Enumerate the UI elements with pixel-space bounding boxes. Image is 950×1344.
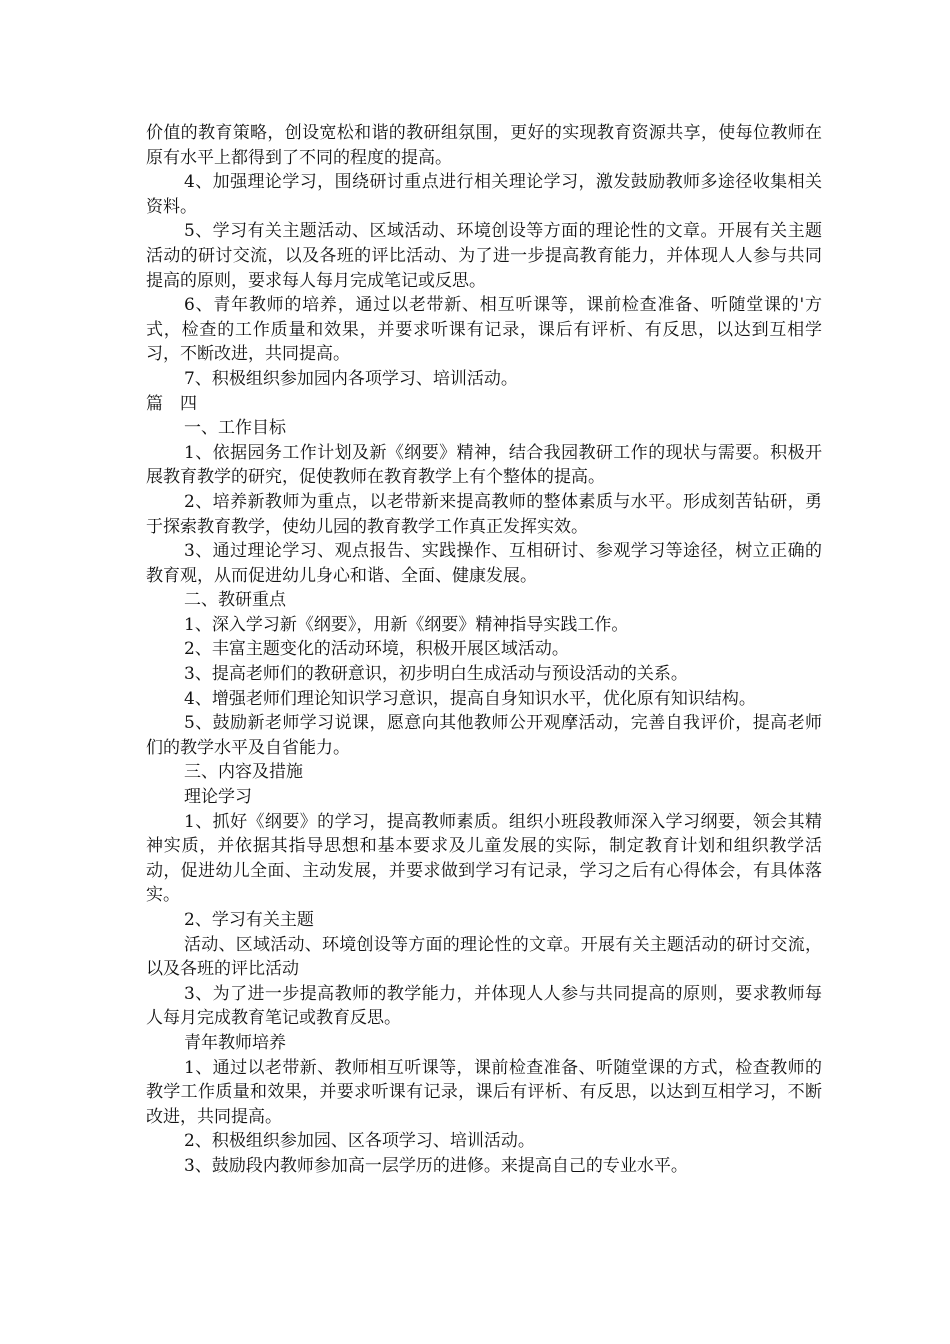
paragraph-theory-2: 2、学习有关主题 <box>184 910 314 930</box>
paragraph-theory-3: 3、为了进一步提高教师的教学能力，并体现人人参与共同提高的原则，要求教师每人每月完成教育笔记或教育反思。 <box>146 983 822 1029</box>
paragraph-focus-5: 5、鼓励新老师学习说课，愿意向其他教师公开观摩活动，完善自我评价，提高老师们的教学水平及自省能力。 <box>146 713 822 758</box>
heading-research-focus: 二、教研重点 <box>184 590 286 611</box>
paragraph-goal-1: 1、依据园务工作计划及新《纲要》精神，结合我园教研工作的现状与需要。积极开展教育教学的研究，促使教师在教育教学上有个整体的提高。 <box>146 442 822 488</box>
paragraph-theory-1: 1、抓好《纲要》的学习，提高教师素质。组织小班段教师深入学习纲要，领会其精神实质，并依据其指导思想和基本要求及儿童发展的实际，制定教育计划和组织教学活动，促进幼儿全面、主动发展，并要求做到学习有记录，学习之后有心得体会，有具体落实。 <box>146 811 822 906</box>
paragraph-continuation: 价值的教育策略，创设宽松和谐的教研组氛围，更好的实现教育资源共享，使每位教师在原有水平上都得到了不同的程度的提高。 <box>146 123 822 168</box>
paragraph-goal-2: 2、培养新教师为重点，以老带新来提高教师的整体素质与水平。形成刻苦钻研，勇于探索教育教学，使幼儿园的教育教学工作真正发挥实效。 <box>146 491 822 537</box>
paragraph-theory-2-cont: 活动、区域活动、环境创设等方面的理论性的文章。开展有关主题活动的研讨交流，以及各班的评比活动 <box>146 934 822 980</box>
paragraph-item-7: 7、积极组织参加园内各项学习、培训活动。 <box>184 368 518 389</box>
heading-theory-study: 理论学习 <box>184 787 252 808</box>
paragraph-focus-2: 2、丰富主题变化的活动环境，积极开展区域活动。 <box>184 639 569 660</box>
paragraph-young-3: 3、鼓励段内教师参加高一层学历的进修。来提高自己的专业水平。 <box>184 1155 688 1176</box>
paragraph-focus-4: 4、增强老师们理论知识学习意识，提高自身知识水平，优化原有知识结构。 <box>184 688 756 709</box>
heading-content-measures: 三、内容及措施 <box>184 762 303 783</box>
heading-work-goals: 一、工作目标 <box>184 418 286 439</box>
document-page <box>146 121 822 1179</box>
paragraph-focus-3: 3、提高老师们的教研意识，初步明白生成活动与预设活动的关系。 <box>184 664 688 685</box>
paragraph-young-2: 2、积极组织参加园、区各项学习、培训活动。 <box>184 1131 535 1152</box>
paragraph-item-6: 6、青年教师的培养，通过以老带新、相互听课等，课前检查准备、听随堂课的'方式，检查的工作质量和效果，并要求听课有记录，课后有评析、有反思，以达到互相学习，不断改进，共同提高。 <box>146 295 822 365</box>
section-title: 篇 四 <box>146 393 197 414</box>
paragraph-item-5: 5、学习有关主题活动、区域活动、环境创设等方面的理论性的文章。开展有关主题活动的研讨交流，以及各班的评比活动、为了进一步提高教育能力，并体现人人参与共同提高的原则，要求每人每月完成笔记或反思。 <box>146 221 822 291</box>
paragraph-item-4: 4、加强理论学习，围绕研讨重点进行相关理论学习，激发鼓励教师多途径收集相关资料。 <box>146 172 822 217</box>
paragraph-focus-1: 1、深入学习新《纲要》，用新《纲要》精神指导实践工作。 <box>184 614 629 635</box>
paragraph-goal-3: 3、通过理论学习、观点报告、实践操作、互相研讨、参观学习等途径，树立正确的教育观，从而促进幼儿身心和谐、全面、健康发展。 <box>146 541 822 586</box>
heading-young-teacher: 青年教师培养 <box>184 1032 286 1053</box>
paragraph-young-1: 1、通过以老带新、教师相互听课等，课前检查准备、听随堂课的方式，检查教师的教学工作质量和效果，并要求听课有记录，课后有评析、有反思，以达到互相学习，不断改进，共同提高。 <box>146 1057 822 1127</box>
